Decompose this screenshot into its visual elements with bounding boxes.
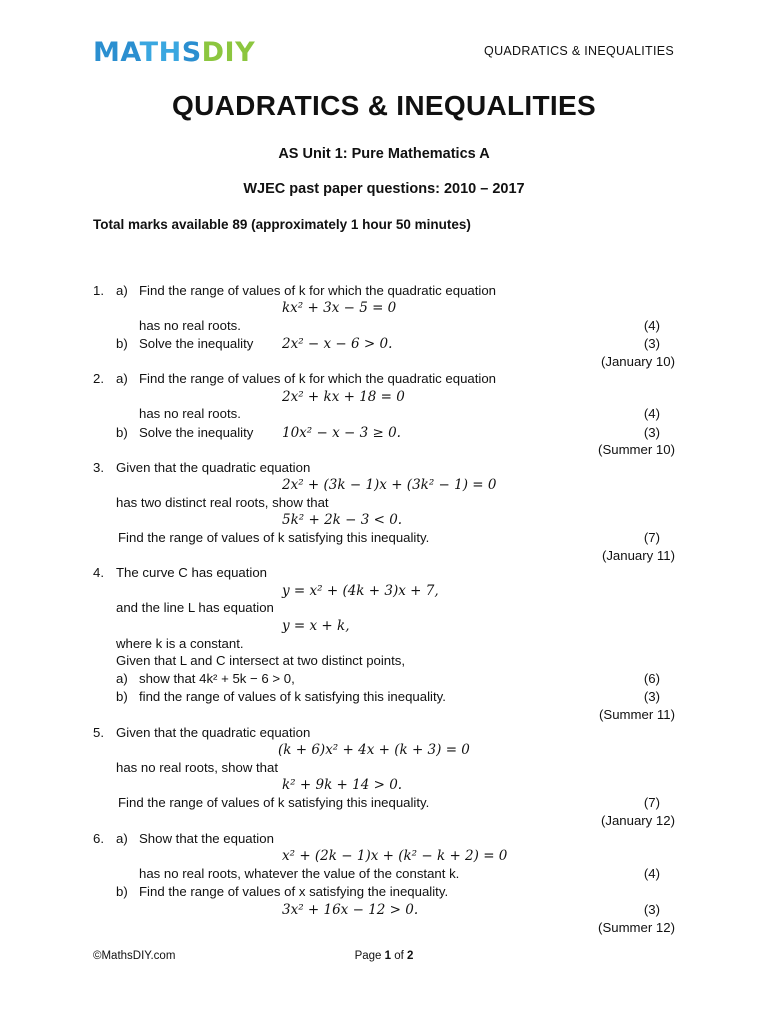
q2-number: 2. (93, 371, 104, 386)
q1a-marks: (4) (643, 318, 660, 333)
q6a-marks: (4) (643, 866, 660, 881)
mathsdiy-logo (93, 38, 255, 68)
q5-text2: has no real roots, show that (116, 760, 279, 775)
page-number (0, 950, 768, 962)
q1a-text: Find the range of values of k for which the quadratic equation (139, 283, 497, 298)
q6a-text2: has no real roots, whatever the value of the constant k. (139, 866, 460, 881)
q4-text1: The curve C has equation (116, 565, 268, 580)
q2b-equation: 10x² − x − 3 ≥ 0. (282, 425, 401, 441)
q4-session: (Summer 11) (599, 707, 675, 722)
q3-text2: has two distinct real roots, show that (116, 495, 329, 510)
q6-session: (Summer 12) (598, 920, 675, 935)
q4b-label: b) (116, 689, 128, 704)
page-prefix: Page (354, 950, 382, 962)
q4-equation2: y = x + k, (282, 618, 350, 634)
q1b-equation: 2x² − x − 6 > 0. (282, 336, 393, 352)
q6b-marks: (3) (643, 902, 660, 917)
q4-text2: and the line L has equation (116, 600, 274, 615)
q1-number: 1. (93, 283, 104, 298)
q2a-marks: (4) (643, 406, 660, 421)
q1b-text: Solve the inequality (139, 336, 254, 351)
q2a-equation: 2x² + kx + 18 = 0 (282, 389, 405, 405)
q3-number: 3. (93, 460, 104, 475)
paper-subtitle: WJEC past paper questions: 2010 – 2017 (243, 181, 525, 197)
q1a-text2: has no real roots. (139, 318, 241, 333)
q1a-equation: kx² + 3x − 5 = 0 (282, 300, 397, 316)
q6-number: 6. (93, 831, 104, 846)
q1-session: (January 10) (600, 354, 675, 369)
page-of: of (394, 950, 404, 962)
logo-part-diy: DIY (201, 37, 256, 68)
q6b-text: Find the range of values of x satisfying the inequality. (139, 884, 449, 899)
q4a-text: show that 4k² + 5k − 6 > 0, (139, 671, 295, 686)
q6a-text: Show that the equation (139, 831, 274, 846)
q5-session: (January 12) (600, 813, 675, 828)
q6a-label: a) (116, 831, 128, 846)
q3-marks: (7) (643, 530, 660, 545)
q3-text1: Given that the quadratic equation (116, 460, 311, 475)
page-current: 1 (384, 950, 392, 962)
q4-number: 4. (93, 565, 104, 580)
q2-session: (Summer 10) (598, 442, 675, 457)
q5-number: 5. (93, 725, 104, 740)
q4-equation1: y = x² + (4k + 3)x + 7, (282, 583, 439, 599)
running-header: QUADRATICS & INEQUALITIES (484, 44, 674, 58)
page-title: QUADRATICS & INEQUALITIES (172, 90, 596, 121)
q5-text3: Find the range of values of k satisfying this inequality. (118, 795, 430, 810)
q6b-label: b) (116, 884, 128, 899)
unit-subtitle: AS Unit 1: Pure Mathematics A (278, 146, 490, 162)
q5-equation1: (k + 6)x² + 4x + (k + 3) = 0 (278, 742, 470, 758)
q2b-marks: (3) (643, 425, 660, 440)
q4a-label: a) (116, 671, 128, 686)
q2a-text: Find the range of values of k for which the quadratic equation (139, 371, 497, 386)
q2b-label: b) (116, 425, 128, 440)
q5-equation2: k² + 9k + 14 > 0. (282, 777, 403, 793)
q3-equation2: 5k² + 2k − 3 < 0. (282, 512, 403, 528)
q2a-label: a) (116, 371, 128, 386)
q4b-text: find the range of values of k satisfying this inequality. (139, 689, 446, 704)
q4-text3: where k is a constant. (116, 636, 244, 651)
q1a-label: a) (116, 283, 128, 298)
q4a-marks: (6) (643, 671, 660, 686)
page-total: 2 (407, 950, 414, 962)
q4b-marks: (3) (643, 689, 660, 704)
q3-text3: Find the range of values of k satisfying this inequality. (118, 530, 430, 545)
q6b-equation: 3x² + 16x − 12 > 0. (282, 902, 419, 918)
total-marks: Total marks available 89 (approximately 1 hour 50 minutes) (93, 217, 471, 232)
q5-marks: (7) (643, 795, 660, 810)
q4-text4: Given that L and C intersect at two distinct points, (116, 653, 406, 668)
q2b-text: Solve the inequality (139, 425, 254, 440)
q3-equation1: 2x² + (3k − 1)x + (3k² − 1) = 0 (282, 477, 497, 493)
footer-copyright: ©MathsDIY.com (93, 950, 176, 962)
logo-part-s: S (181, 37, 202, 68)
q5-text1: Given that the quadratic equation (116, 725, 311, 740)
logo-part-th: TH (139, 37, 182, 68)
q1b-marks: (3) (643, 336, 660, 351)
q6a-equation: x² + (2k − 1)x + (k² − k + 2) = 0 (282, 848, 508, 864)
q1b-label: b) (116, 336, 128, 351)
q2a-text2: has no real roots. (139, 406, 241, 421)
logo-part-ma: MA (93, 37, 140, 68)
q3-session: (January 11) (601, 548, 675, 563)
